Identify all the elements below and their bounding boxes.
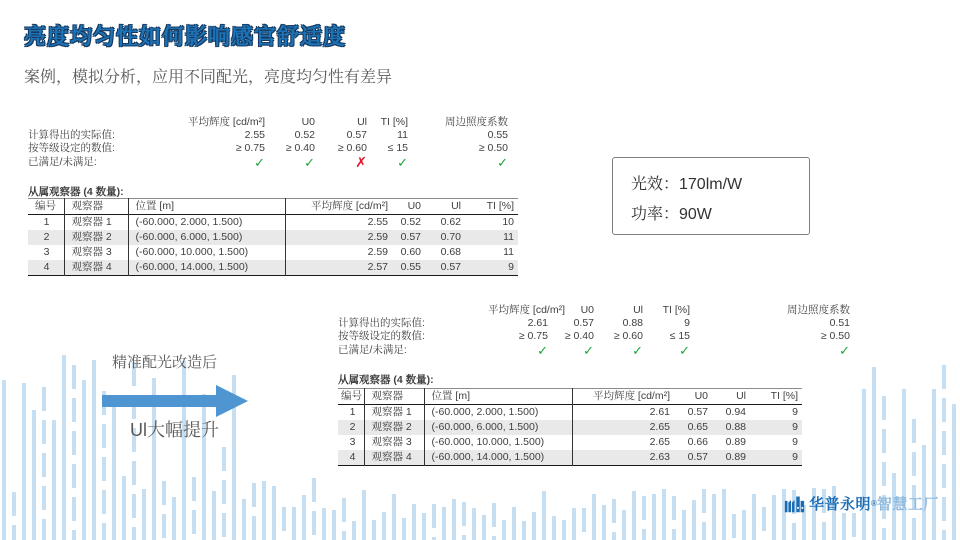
deco-bar xyxy=(332,510,336,540)
deco-bar xyxy=(172,497,176,540)
deco-bar xyxy=(672,496,676,540)
deco-bar xyxy=(412,504,416,540)
deco-bar xyxy=(642,496,646,540)
deco-bar xyxy=(882,396,886,540)
deco-bar xyxy=(2,380,6,540)
table-row: 1 观察器 1 (-60.000, 2.000, 1.500) 2.61 0.57 0.94 9 xyxy=(338,405,802,421)
deco-bar xyxy=(692,500,696,540)
col-u0: U0 xyxy=(580,304,594,316)
deco-bar xyxy=(162,481,166,540)
deco-bar xyxy=(732,514,736,540)
deco-bar xyxy=(932,389,936,540)
observers-after-table xyxy=(338,388,802,466)
deco-bar xyxy=(92,360,96,540)
deco-bar xyxy=(482,515,486,540)
spec-power: 功率：90W xyxy=(631,206,712,223)
deco-bar xyxy=(82,380,86,540)
summary-before-actual-row: 计算得出的实际值: 2.55 0.52 0.57 11 0.55 xyxy=(28,129,508,141)
row-label-required: 按等级设定的数值: xyxy=(28,142,115,154)
deco-bar xyxy=(582,508,586,540)
annotation-bottom-label: Ul大幅提升 xyxy=(130,420,219,440)
deco-bar xyxy=(902,389,906,540)
table-row: 4 观察器 4 (-60.000, 14.000, 1.500) 2.57 0.55 0.57 9 xyxy=(28,260,518,276)
logo-name: 华普永明 xyxy=(809,496,872,513)
deco-bar xyxy=(522,521,526,540)
status-cross-icon: ✗ xyxy=(355,154,367,170)
deco-bar xyxy=(702,489,706,540)
deco-bar xyxy=(572,508,576,540)
deco-bar xyxy=(952,404,956,540)
deco-bar xyxy=(12,492,16,540)
deco-bar xyxy=(872,367,876,540)
deco-bar xyxy=(502,520,506,540)
deco-bar xyxy=(742,510,746,540)
deco-bar xyxy=(532,512,536,540)
table-row: 1 观察器 1 (-60.000, 2.000, 1.500) 2.55 0.52 0.62 10 xyxy=(28,215,518,231)
deco-bar xyxy=(942,365,946,540)
deco-bar xyxy=(382,512,386,540)
deco-bar xyxy=(122,476,126,540)
deco-bar xyxy=(612,499,616,540)
status-check-icon: ✓ xyxy=(679,343,690,358)
deco-bar xyxy=(602,505,606,540)
deco-bar xyxy=(72,365,76,540)
deco-bar xyxy=(662,489,666,540)
table-row: 3 观察器 3 (-60.000, 10.000, 1.500) 2.65 0.66 0.89 9 xyxy=(338,435,802,450)
status-check-icon: ✓ xyxy=(632,343,643,358)
deco-bar xyxy=(352,521,356,540)
slide-subtitle: 案例，模拟分析，应用不同配光，亮度均匀性有差异 xyxy=(24,69,393,86)
summary-before xyxy=(28,116,508,171)
deco-bar xyxy=(592,494,596,540)
slide-title: 亮度均匀性如何影响感官舒适度 xyxy=(24,24,347,49)
summary-after-status-row xyxy=(338,343,850,359)
deco-bar xyxy=(272,486,276,540)
row-label-fulfilled: 已满足/未满足: xyxy=(338,344,407,356)
deco-bar xyxy=(912,419,916,540)
deco-bar xyxy=(142,489,146,540)
deco-bar xyxy=(22,383,26,540)
deco-bar xyxy=(682,510,686,540)
deco-bar xyxy=(222,447,226,540)
status-check-icon: ✓ xyxy=(254,155,265,170)
table-row: 2 观察器 2 (-60.000, 6.000, 1.500) 2.59 0.57 0.70 11 xyxy=(28,230,518,245)
deco-bar xyxy=(652,494,656,540)
deco-bar xyxy=(52,420,56,540)
deco-bar xyxy=(42,387,46,540)
table-row: 4 观察器 4 (-60.000, 14.000, 1.500) 2.63 0.57 0.89 9 xyxy=(338,450,802,466)
deco-bar xyxy=(492,503,496,540)
deco-bar xyxy=(722,489,726,540)
row-label-actual: 计算得出的实际值: xyxy=(28,129,115,141)
col-ul: Ul xyxy=(357,116,367,128)
deco-bar xyxy=(462,502,466,540)
col-ul: Ul xyxy=(633,304,643,316)
summary-before-status-row xyxy=(28,155,508,171)
deco-bar xyxy=(632,491,636,540)
deco-bar xyxy=(392,494,396,540)
deco-bar xyxy=(472,508,476,540)
deco-bar xyxy=(62,355,66,540)
status-check-icon: ✓ xyxy=(583,343,594,358)
summary-after-header-row xyxy=(338,304,850,317)
summary-after-actual-row: 计算得出的实际值: 2.61 0.57 0.88 9 0.51 xyxy=(338,317,850,329)
status-check-icon: ✓ xyxy=(304,155,315,170)
observers-before-heading: 从属观察器 (4 数量): xyxy=(28,186,124,198)
table-row: 3 观察器 3 (-60.000, 10.000, 1.500) 2.59 0.60 0.68 11 xyxy=(28,245,518,260)
company-logo xyxy=(784,493,939,514)
status-check-icon: ✓ xyxy=(397,155,408,170)
registered-mark: ® xyxy=(871,499,877,508)
table-header-row: 编号 观察器 位置 [m] 平均辉度 [cd/m²] U0 Ul TI [%] xyxy=(338,389,802,405)
deco-bar xyxy=(192,477,196,540)
deco-bar xyxy=(852,513,856,540)
deco-bar xyxy=(372,520,376,540)
summary-before-header-row xyxy=(28,116,508,129)
observers-before-table xyxy=(28,198,518,276)
deco-bar xyxy=(312,478,316,540)
table-row: 2 观察器 2 (-60.000, 6.000, 1.500) 2.65 0.65 0.88 9 xyxy=(338,420,802,435)
row-label-required: 按等级设定的数值: xyxy=(338,330,425,342)
deco-bar xyxy=(32,410,36,540)
deco-bar xyxy=(262,481,266,540)
deco-bar xyxy=(242,499,246,540)
deco-bar xyxy=(302,495,306,540)
logo-suffix: 智慧工厂 xyxy=(876,496,939,513)
deco-bar xyxy=(252,483,256,540)
col-ti: TI [%] xyxy=(662,304,690,316)
col-surround-ratio: 周边照度系数 xyxy=(445,116,508,128)
spec-efficacy: 光效：170lm/W xyxy=(631,176,743,193)
summary-after-required-row: 按等级设定的数值: ≥ 0.75 ≥ 0.40 ≥ 0.60 ≤ 15 ≥ 0.50 xyxy=(338,330,850,342)
col-avg-luminance: 平均辉度 [cd/m²] xyxy=(488,304,566,316)
deco-bar xyxy=(862,389,866,540)
deco-bar xyxy=(422,513,426,540)
deco-bar xyxy=(442,507,446,540)
deco-bar xyxy=(212,491,216,540)
annotation-top-label: 精准配光改造后 xyxy=(112,354,218,371)
status-check-icon: ✓ xyxy=(537,343,548,358)
spec-box xyxy=(612,157,810,235)
col-avg-luminance: 平均辉度 [cd/m²] xyxy=(187,116,265,128)
summary-before-required-row: 按等级设定的数值: ≥ 0.75 ≥ 0.40 ≥ 0.60 ≤ 15 ≥ 0.50 xyxy=(28,142,508,154)
col-ti: TI [%] xyxy=(380,116,408,128)
deco-bar xyxy=(452,499,456,540)
row-label-fulfilled: 已满足/未满足: xyxy=(28,156,97,168)
deco-bar xyxy=(432,504,436,540)
col-surround-ratio: 周边照度系数 xyxy=(787,304,850,316)
row-label-actual: 计算得出的实际值: xyxy=(338,317,425,329)
deco-bar xyxy=(512,507,516,540)
factory-icon xyxy=(784,493,805,514)
deco-bar xyxy=(322,508,326,540)
table-header-row: 编号 观察器 位置 [m] 平均辉度 [cd/m²] U0 Ul TI [%] xyxy=(28,199,518,215)
deco-bar xyxy=(772,495,776,540)
col-u0: U0 xyxy=(301,116,315,128)
deco-bar xyxy=(362,490,366,540)
deco-bar xyxy=(712,494,716,540)
deco-bar xyxy=(292,507,296,540)
deco-bar xyxy=(562,520,566,540)
deco-bar xyxy=(762,507,766,540)
deco-bar xyxy=(342,498,346,540)
status-check-icon: ✓ xyxy=(497,155,508,170)
status-check-icon: ✓ xyxy=(839,343,850,358)
deco-bar xyxy=(552,516,556,540)
deco-bar xyxy=(842,513,846,540)
deco-bar xyxy=(542,491,546,540)
summary-after xyxy=(338,304,850,359)
deco-bar xyxy=(112,407,116,540)
deco-bar xyxy=(752,494,756,540)
observers-after-heading: 从属观察器 (4 数量): xyxy=(338,374,434,386)
deco-bar xyxy=(402,518,406,540)
deco-bar xyxy=(282,507,286,540)
deco-bar xyxy=(622,510,626,540)
